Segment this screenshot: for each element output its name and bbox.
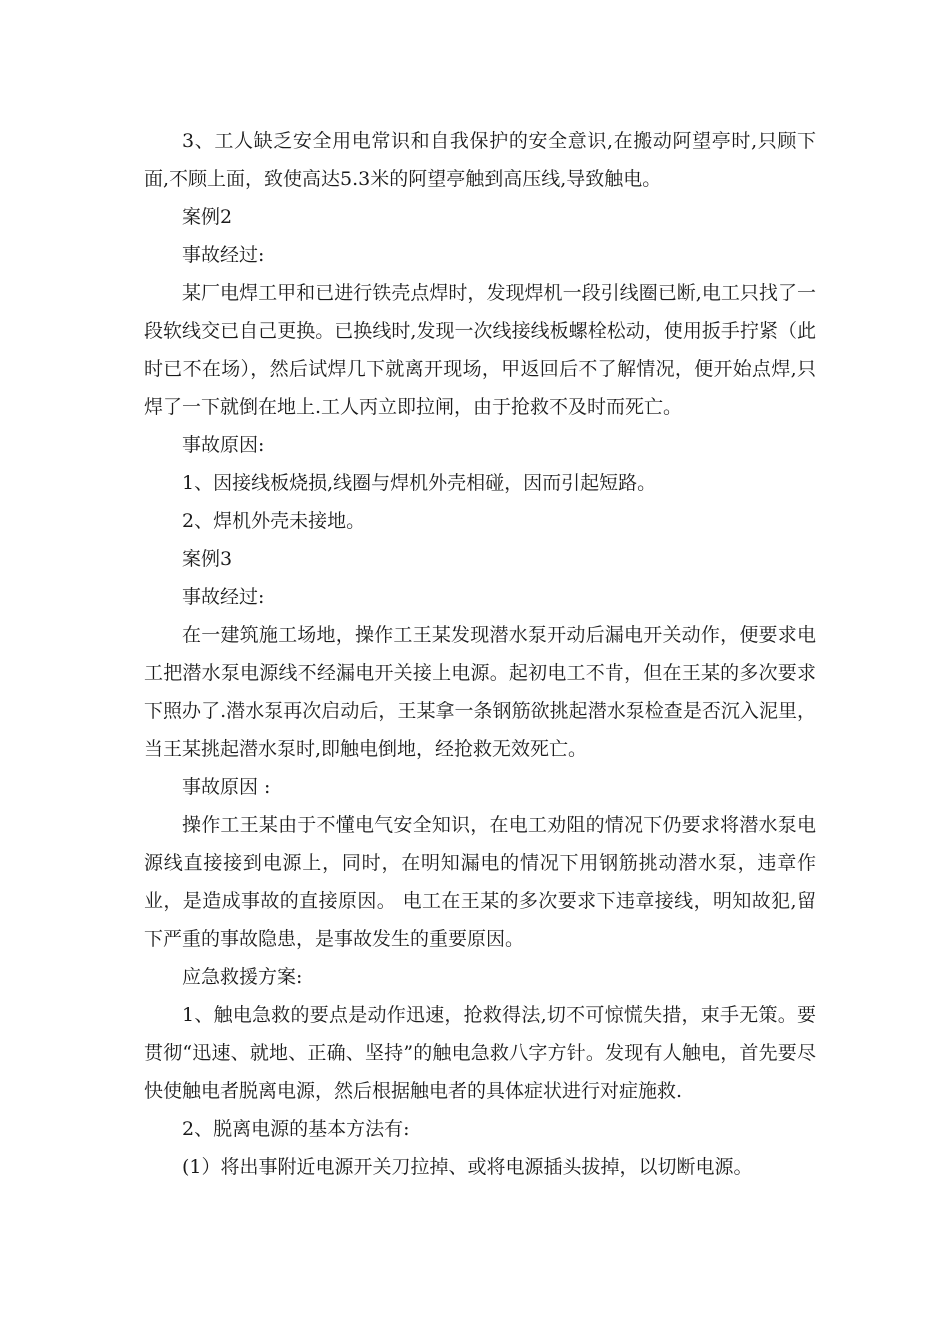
emergency-plan-heading: 应急救援方案: [182,966,303,988]
case-3-cause-heading: 事故原因 : [182,776,271,798]
case-2-heading: 案例2 [182,206,233,228]
case-2-process-text: 某厂电焊工甲和已进行铁壳点焊时，发现焊机一段引线圈已断,电工只找了一段软线交已自己更换。已换线时,发现一次线接线板螺栓松动，使用扳手拧紧（此时已不在场），然后试焊几下就离开现场，甲返回后不了解情况，便开始点焊,只焊了一下就倒在地上.工人丙立即拉闸，由于抢救不及时而死亡。 [144,282,816,418]
case-3-process-text: 在一建筑施工场地，操作工王某发现潜水泵开动后漏电开关动作，便要求电工把潜水泵电源线不经漏电开关接上电源。起初电工不肯，但在王某的多次要求下照办了.潜水泵再次启动后，王某拿一条钢筋欲挑起潜水泵检查是否沉入泥里，当王某挑起潜水泵时,即触电倒地，经抢救无效死亡。 [144,624,816,760]
paragraph-cause-3: 3、工人缺乏安全用电常识和自我保护的安全意识,在搬动阿望亭时,只顾下面,不顾上面，致使高达5.3米的阿望亭触到高压线,导致触电。 [144,130,816,190]
case-3-heading: 案例3 [182,548,233,570]
case-2-cause-1: 1、因接线板烧损,线圈与焊机外壳相碰，因而引起短路。 [182,472,657,494]
emergency-plan-item-1: 1、触电急救的要点是动作迅速，抢救得法,切不可惊慌失措，束手无策。要贯彻“迅速、就地、正确、坚持”的触电急救八字方针。发现有人触电，首先要尽快使触电者脱离电源，然后根据触电者的具体症状进行对症施救. [144,1004,816,1102]
emergency-plan-subitem-1: (1）将出事附近电源开关刀拉掉、或将电源插头拔掉，以切断电源。 [182,1156,753,1178]
case-2-process-heading: 事故经过: [182,244,265,266]
case-3-cause-text: 操作工王某由于不懂电气安全知识，在电工劝阻的情况下仍要求将潜水泵电源线直接接到电源上，同时，在明知漏电的情况下用钢筋挑动潜水泵，违章作业，是造成事故的直接原因。 电工在王某的多次要求下违章接线，明知故犯,留下严重的事故隐患，是事故发生的重要原因。 [144,814,816,950]
case-2-cause-heading: 事故原因: [182,434,265,456]
document-body [144,122,816,1186]
emergency-plan-item-2: 2、脱离电源的基本方法有: [182,1118,410,1140]
case-2-cause-2: 2、焊机外壳未接地。 [182,510,366,532]
case-3-process-heading: 事故经过: [182,586,265,608]
